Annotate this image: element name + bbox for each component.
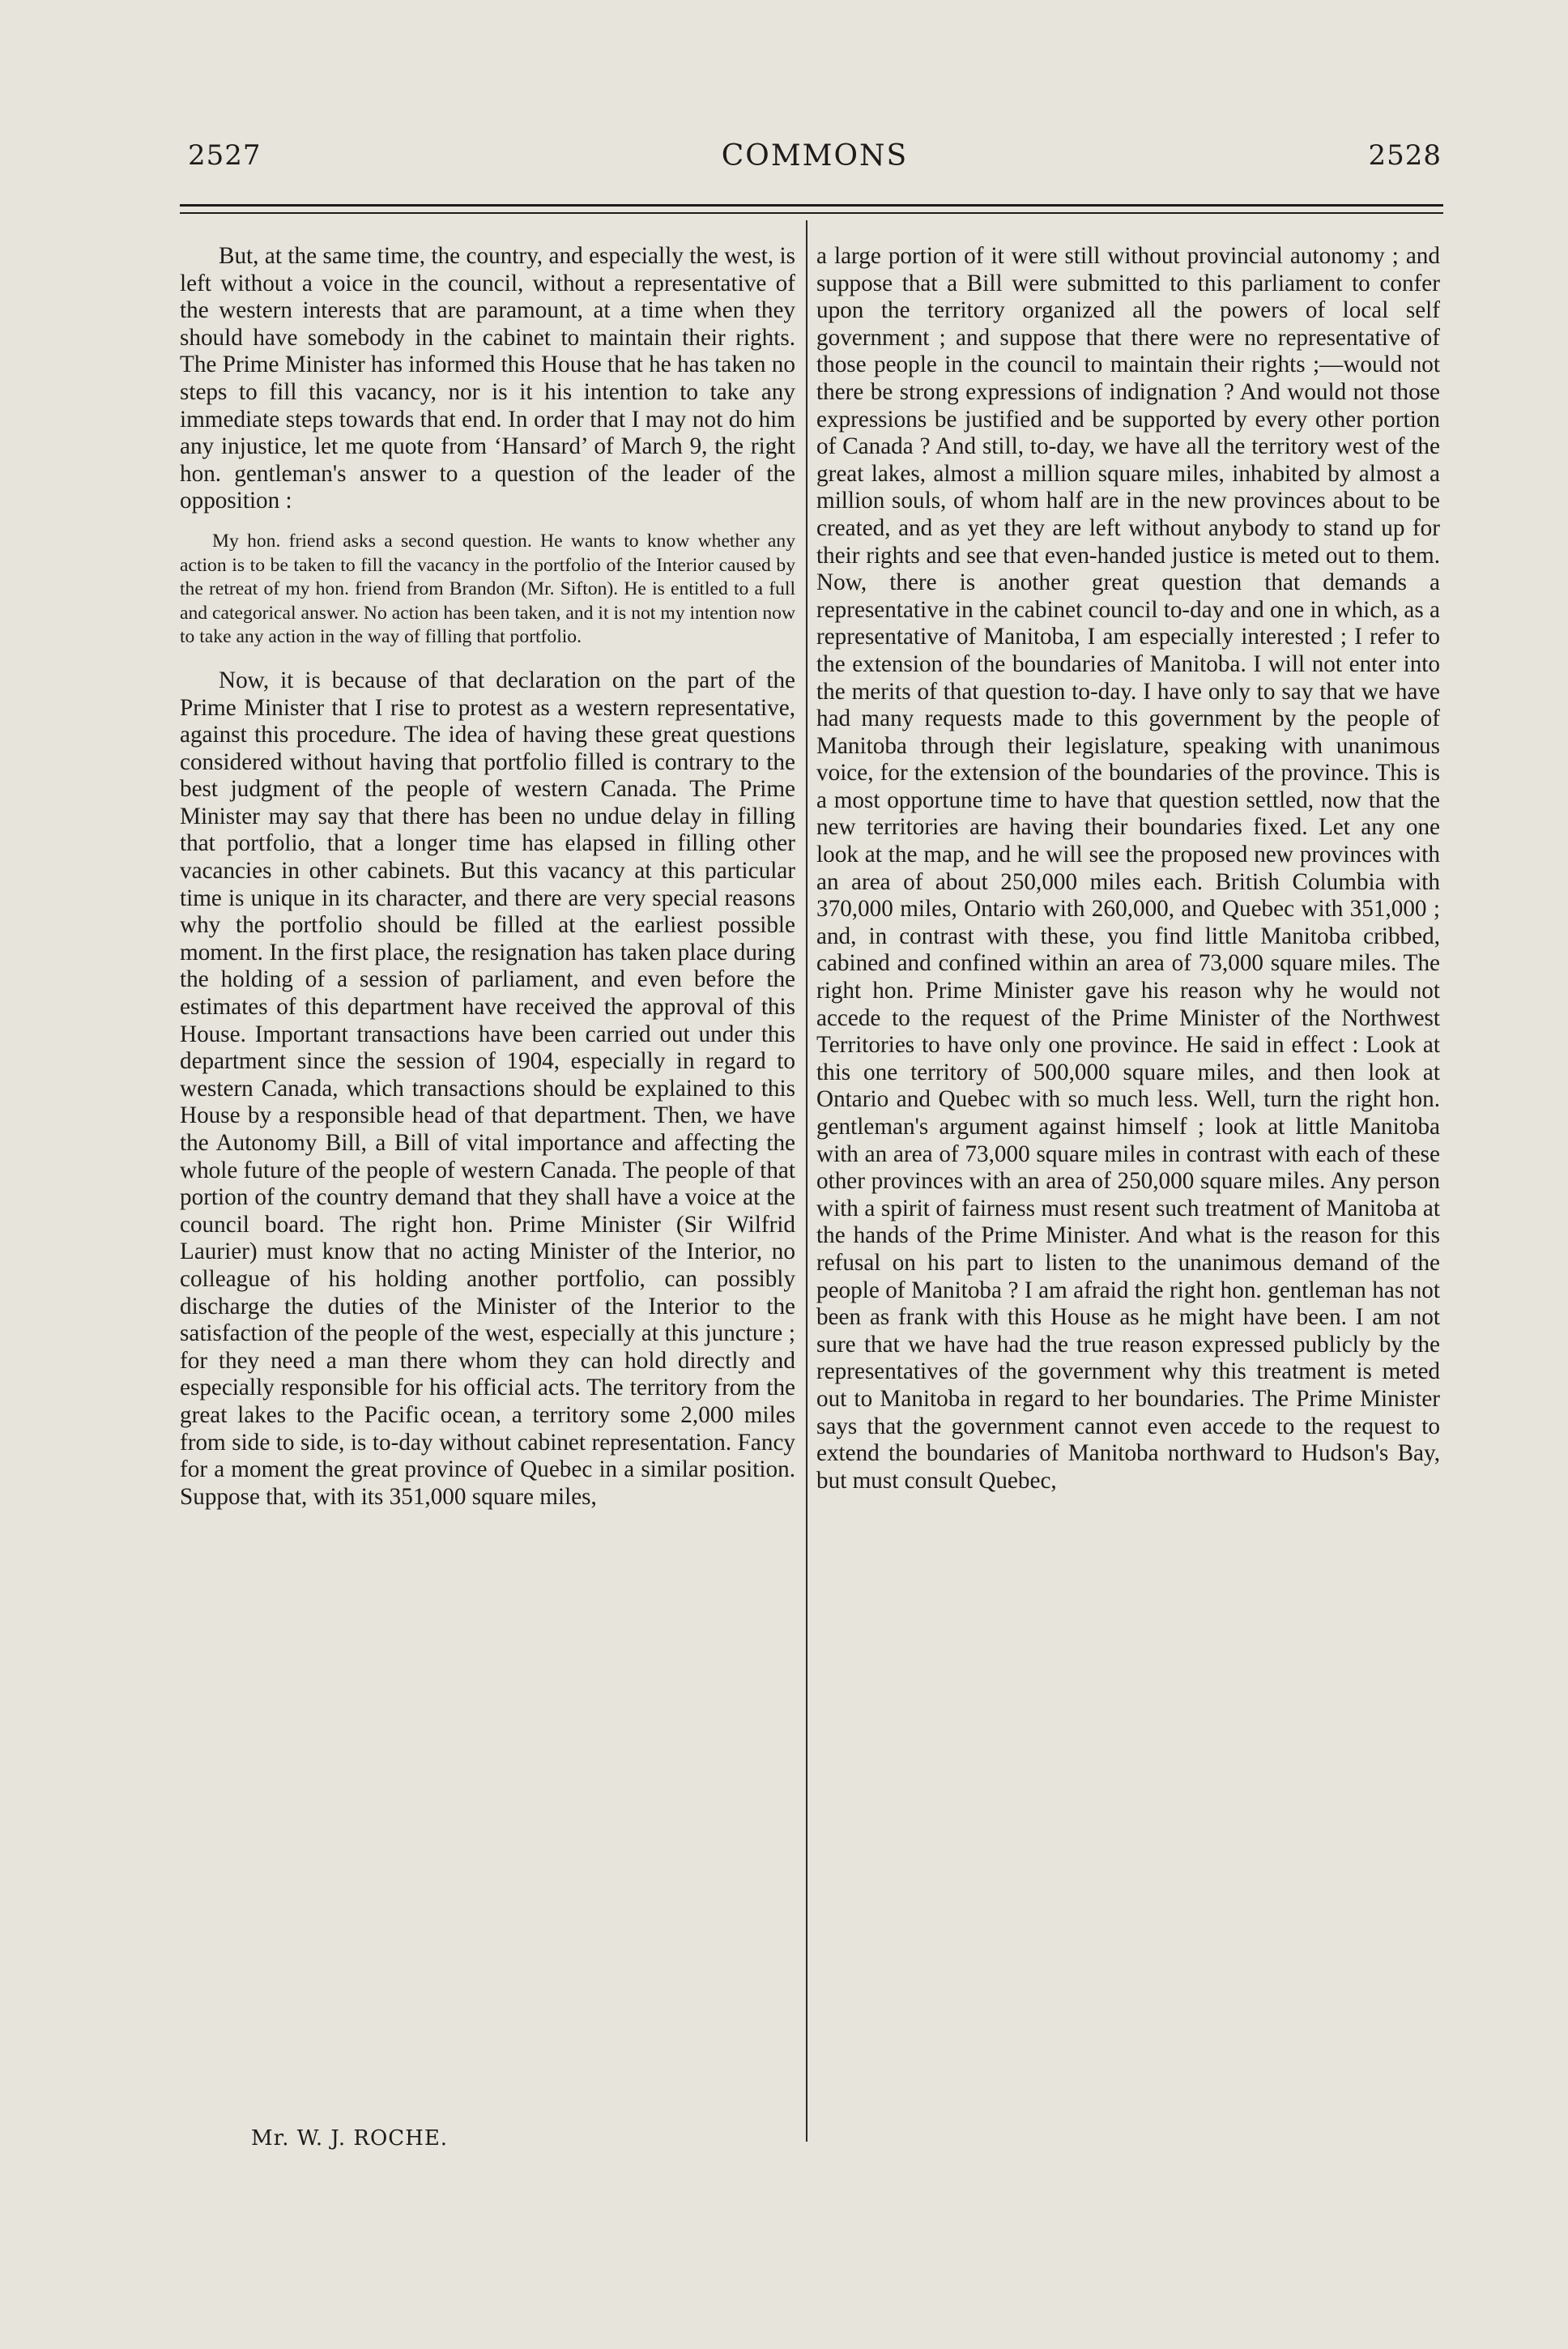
header-rule-thick <box>180 204 1443 207</box>
page-header <box>188 139 1442 188</box>
left-paragraph-2: Now, it is because of that declaration on the part of the Prime Minister that I rise to protest as a western representative, against this procedure. The idea of having these great questions considered without having that portfolio filled is contrary to the best judgment of the people of western Canada. The Prime Minister may say that there has been no undue delay in filling that portfolio, that a longer time has elapsed in filling other vacancies in other cabinets. But this vacancy at this particular time is unique in its character, and there are very special reasons why the portfolio should be filled at the earliest possible moment. In the first place, the resignation has taken place during the holding of a session of parliament, and even before the estimates of this department have received the approval of this House. Important transactions have been carried out under this department since the session of 1904, especially in regard to western Canada, which transactions should be explained to this House by a responsible head of that department. Then, we have the Autonomy Bill, a Bill of vital importance and affecting the whole future of the people of western Canada. The people of that portion of the country demand that they shall have a voice at the council board. The right hon. Prime Minister (Sir Wilfrid Laurier) must know that no acting Minister of the Interior, no colleague of his holding another portfolio, can possibly discharge the duties of the Minister of the Interior to the satisfaction of the people of the west, especially at this juncture ; for they need a man there whom they can hold directly and especially responsible for his official acts. The territory from the great lakes to the Pacific ocean, a territory some 2,000 miles from side to side, is to-day without cabinet representation. Fancy for a moment the great province of Quebec in a similar position. Suppose that, with its 351,000 square miles, <box>180 667 795 1510</box>
left-paragraph-1: But, at the same time, the country, and especially the west, is left without a voice in the council, without a representative of the western interests that are paramount, at a time when they should have somebody in the cabinet to maintain their rights. The Prime Minister has informed this House that he has taken no steps to fill this vacancy, nor is it his intention to take any immediate steps towards that end. In order that I may not do him any injustice, let me quote from ‘Hansard’ of March 9, the right hon. gentleman's answer to a question of the leader of the opposition : <box>180 243 795 514</box>
right-paragraph-1: a large portion of it were still without provincial autonomy ; and suppose that a Bill were submitted to this parliament to confer upon the territory organized all the powers of local self government ; and suppose that there were no representative of those people in the council to maintain their rights ;—would not there be strong expressions of indignation ? And would not those expressions be justified and be supported by every other portion of Canada ? And still, to-day, we have all the territory west of the great lakes, almost a million square miles, inhabited by almost a million souls, of whom half are in the new provinces about to be created, and as yet they are left without anybody to stand up for their rights and see that even-handed justice is meted out to them. Now, there is another great question that demands a representative in the cabinet council to-day and one in which, as a representative of Manitoba, I am especially interested ; I refer to the extension of the boundaries of Manitoba. I will not enter into the merits of that question to-day. I have only to say that we have had many requests made to this government by the people of Manitoba through their legislature, speaking with unanimous voice, for the extension of the boundaries of the province. This is a most opportune time to have that question settled, now that the new territories are having their boundaries fixed. Let any one look at the map, and he will see the proposed new provinces with an area of about 250,000 miles each. British Columbia with 370,000 miles, Ontario with 260,000, and Quebec with 351,000 ; and, in contrast with these, you find little Manitoba cribbed, cabined and confined within an area of 73,000 square miles. The right hon. Prime Minister gave his reason why he would not accede to the request of the Prime Minister of the Northwest Territories to have only one province. He said in effect : Look at this one territory of 500,000 square miles, and then look at Ontario and Quebec with so much less. Well, turn the right hon. gentleman's argument against himself ; look at little Manitoba with an area of 73,000 square miles in contrast with each of these other provinces with an area of 250,000 square miles. Any person with a spirit of fairness must resent such treatment of Manitoba at the hands of the Prime Minister. And what is the reason for this refusal on his part to listen to the unanimous demand of the people of Manitoba ? I am afraid the right hon. gentleman has not been as frank with this House as he might have been. I am not sure that we have had the true reason expressed publicly by the representatives of the government why this treatment is meted out to Manitoba in regard to her boundaries. The Prime Minister says that the government cannot even accede to the request to extend the boundaries of Manitoba northward to Hudson's Bay, but must consult Quebec, <box>816 243 1440 1494</box>
hansard-quote: My hon. friend asks a second question. He wants to know whether any action is to be taken to fill the vacancy in the portfolio of the Interior caused by the retreat of my hon. friend from Brandon (Mr. Sifton). He is entitled to a full and categorical answer. No action has been taken, and it is not my intention now to take any action in the way of filling that portfolio. <box>180 530 795 648</box>
right-column <box>816 243 1440 1494</box>
header-rule-thin <box>180 212 1443 214</box>
left-column <box>180 243 795 1511</box>
page-number-left: 2527 <box>188 139 262 172</box>
speaker-footer: Mr. W. J. ROCHE. <box>251 2126 449 2151</box>
page-number-right: 2528 <box>1368 139 1442 172</box>
column-divider <box>806 220 807 2142</box>
page-title: COMMONS <box>721 139 909 173</box>
